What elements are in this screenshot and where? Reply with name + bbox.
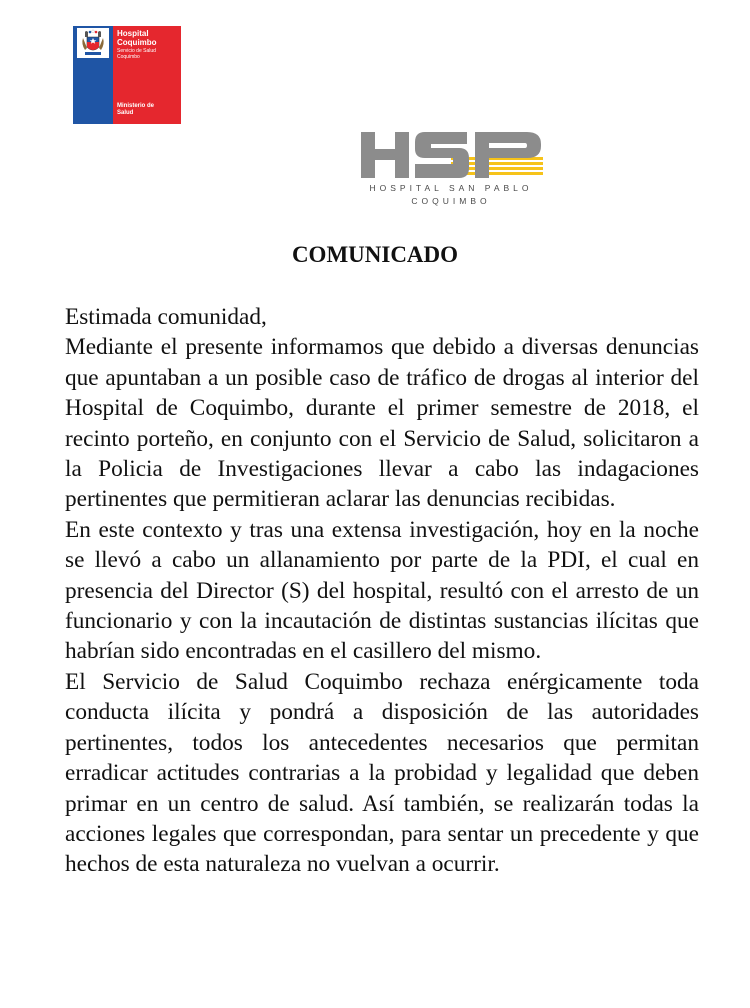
logo-service-label: Servicio de Salud (117, 48, 156, 54)
hsp-subtitle-city: COQUIMBO (411, 196, 491, 206)
logo-ministry-name: Salud (117, 110, 134, 116)
logo-hospital-label: Hospital (117, 29, 149, 38)
logo-ministry-label: Ministerio de (117, 103, 155, 109)
document-body (65, 302, 699, 880)
hospital-san-pablo-logo (355, 128, 547, 212)
document-title: COMUNICADO (291, 242, 459, 267)
greeting-paragraph: Estimada comunidad, (65, 304, 267, 330)
logo-hospital-name: Coquimbo (117, 38, 157, 47)
body-paragraph: Mediante el presente informamos que debido a diversas denuncias que apuntaban a un posible caso de tráfico de drogas al interior del Hospital de Coquimbo, durante el primer semestre de 2018, el recinto porteño, en conjunto con el Servicio de Salud, solicitaron a la Policia de Investigaciones llevar a cabo las indagaciones pertinentes que permitieran aclarar las denuncias recibidas. (65, 334, 699, 513)
ministry-hospital-logo (73, 26, 181, 124)
hsp-letters-icon (355, 128, 547, 182)
body-paragraph: En este contexto y tras una extensa investigación, hoy en la noche se llevó a cabo un allanamiento por parte de la PDI, el cual en presencia del Director (S) del hospital, resultó con el arresto de un funcionario y con la incautación de distintas sustancias ilícitas que habrían sido encontradas en el casillero del mismo. (65, 516, 699, 665)
coat-of-arms-icon (77, 28, 109, 58)
logo-service-region: Coquimbo (117, 54, 140, 60)
body-paragraph: El Servicio de Salud Coquimbo rechaza enérgicamente toda conducta ilícita y pondrá a disposición de las autoridades pertinentes, todos los antecedentes necesarios que permitan erradicar actitudes contrarias a la probidad y legalidad que deben primar en un centro de salud. Así también, se realizarán todas la acciones legales que correspondan, para sentar un precedente y que hechos de esta naturaleza no vuelvan a ocurrir. (65, 668, 699, 878)
hsp-subtitle-name: HOSPITAL SAN PABLO (369, 183, 533, 193)
